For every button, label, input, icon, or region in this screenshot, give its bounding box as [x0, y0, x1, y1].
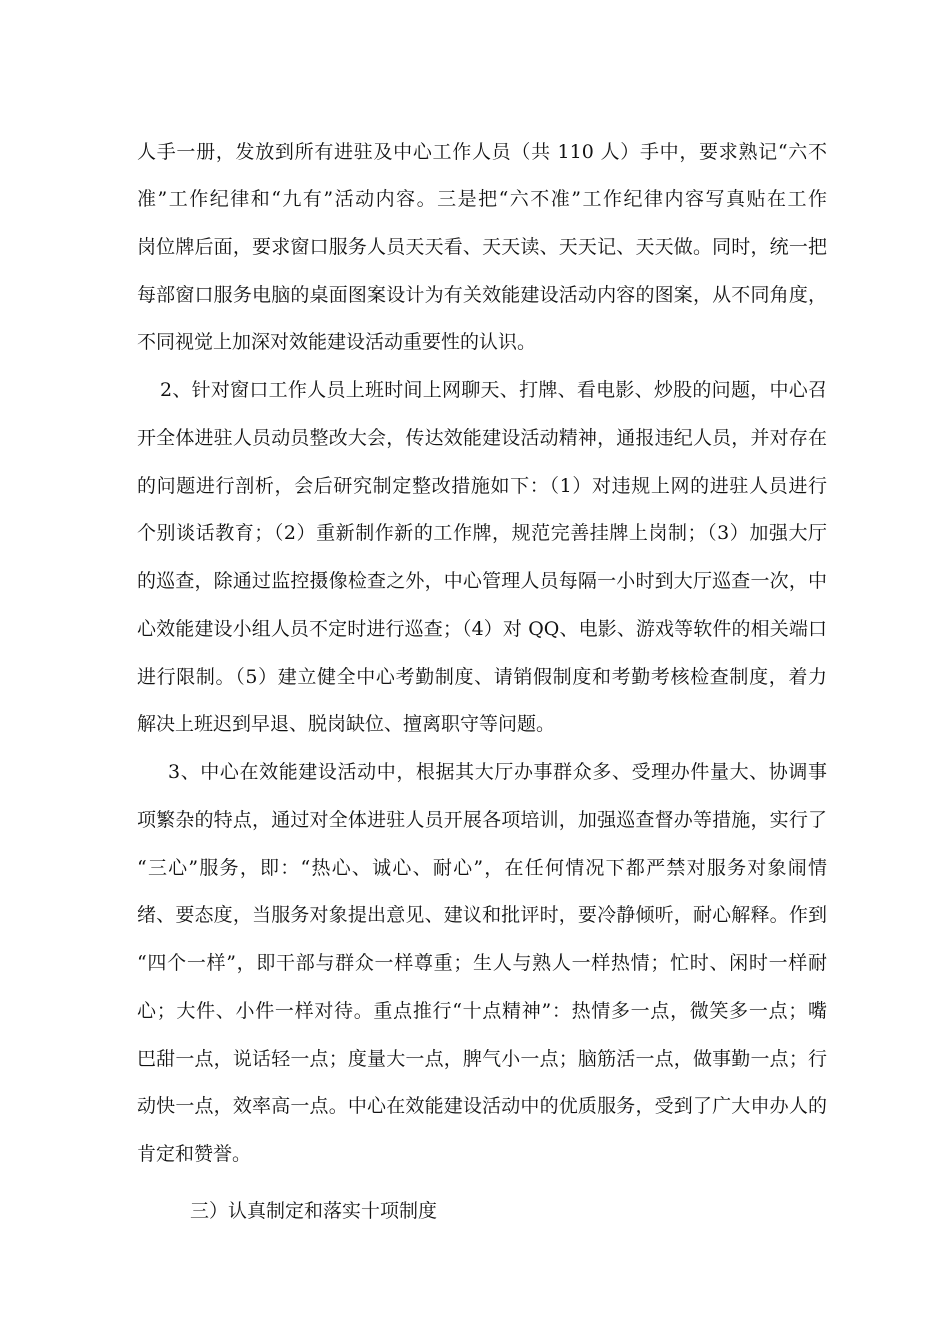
- paragraph-3-line-8: 动快一点，效率高一点。中心在效能建设活动中的优质服务，受到了广大申办人的: [137, 1095, 827, 1117]
- paragraph-2-line-2: 开全体进驻人员动员整改大会，传达效能建设活动精神，通报违纪人员，并对存在: [137, 427, 827, 449]
- paragraph-2-line-4: 个别谈话教育；（2）重新制作新的工作牌，规范完善挂牌上岗制；（3）加强大厅: [137, 522, 827, 544]
- paragraph-3-line-1: 3、中心在效能建设活动中，根据其大厅办事群众多、受理办件量大、协调事: [168, 761, 827, 783]
- paragraph-3-line-5: “四个一样”，即干部与群众一样尊重；生人与熟人一样热情；忙时、闲时一样耐: [137, 952, 827, 974]
- paragraph-2-line-8: 解决上班迟到早退、脱岗缺位、擅离职守等问题。: [137, 713, 556, 735]
- paragraph-1-line-5: 不同视觉上加深对效能建设活动重要性的认识。: [137, 331, 537, 353]
- paragraph-3-line-9: 肯定和赞誉。: [137, 1143, 252, 1165]
- paragraph-1-line-1: 人手一册，发放到所有进驻及中心工作人员（共 110 人）手中，要求熟记“六不: [137, 141, 827, 163]
- paragraph-3-line-7: 巴甜一点，说话轻一点；度量大一点，脾气小一点；脑筋活一点，做事勤一点；行: [137, 1048, 827, 1070]
- paragraph-2-line-3: 的问题进行剖析，会后研究制定整改措施如下：（1）对违规上网的进驻人员进行: [137, 475, 827, 497]
- paragraph-1-line-3: 岗位牌后面，要求窗口服务人员天天看、天天读、天天记、天天做。同时，统一把: [137, 236, 827, 258]
- paragraph-2-line-1: 2、针对窗口工作人员上班时间上网聊天、打牌、看电影、炒股的问题，中心召: [160, 379, 827, 401]
- paragraph-2-line-6: 心效能建设小组人员不定时进行巡查；（4）对 QQ、电影、游戏等软件的相关端口: [137, 618, 827, 640]
- paragraph-1-line-4: 每部窗口服务电脑的桌面图案设计为有关效能建设活动内容的图案，从不同角度，: [137, 284, 827, 306]
- paragraph-1-line-2: 准”工作纪律和“九有”活动内容。三是把“六不准”工作纪律内容写真贴在工作: [137, 188, 827, 210]
- section-heading: 三）认真制定和落实十项制度: [190, 1200, 438, 1222]
- paragraph-2-line-7: 进行限制。（5）建立健全中心考勤制度、请销假制度和考勤考核检查制度，着力: [137, 666, 827, 688]
- paragraph-3-line-4: 绪、要态度，当服务对象提出意见、建议和批评时，要冷静倾听，耐心解释。作到: [137, 904, 827, 926]
- paragraph-3-line-3: “三心”服务，即：“热心、诚心、耐心”，在任何情况下都严禁对服务对象闹情: [137, 857, 827, 879]
- paragraph-2-line-5: 的巡查，除通过监控摄像检查之外，中心管理人员每隔一小时到大厅巡查一次，中: [137, 570, 827, 592]
- paragraph-3-line-6: 心；大件、小件一样对待。重点推行“十点精神”：热情多一点，微笑多一点；嘴: [137, 1000, 827, 1022]
- paragraph-3-line-2: 项繁杂的特点，通过对全体进驻人员开展各项培训，加强巡查督办等措施，实行了: [137, 809, 827, 831]
